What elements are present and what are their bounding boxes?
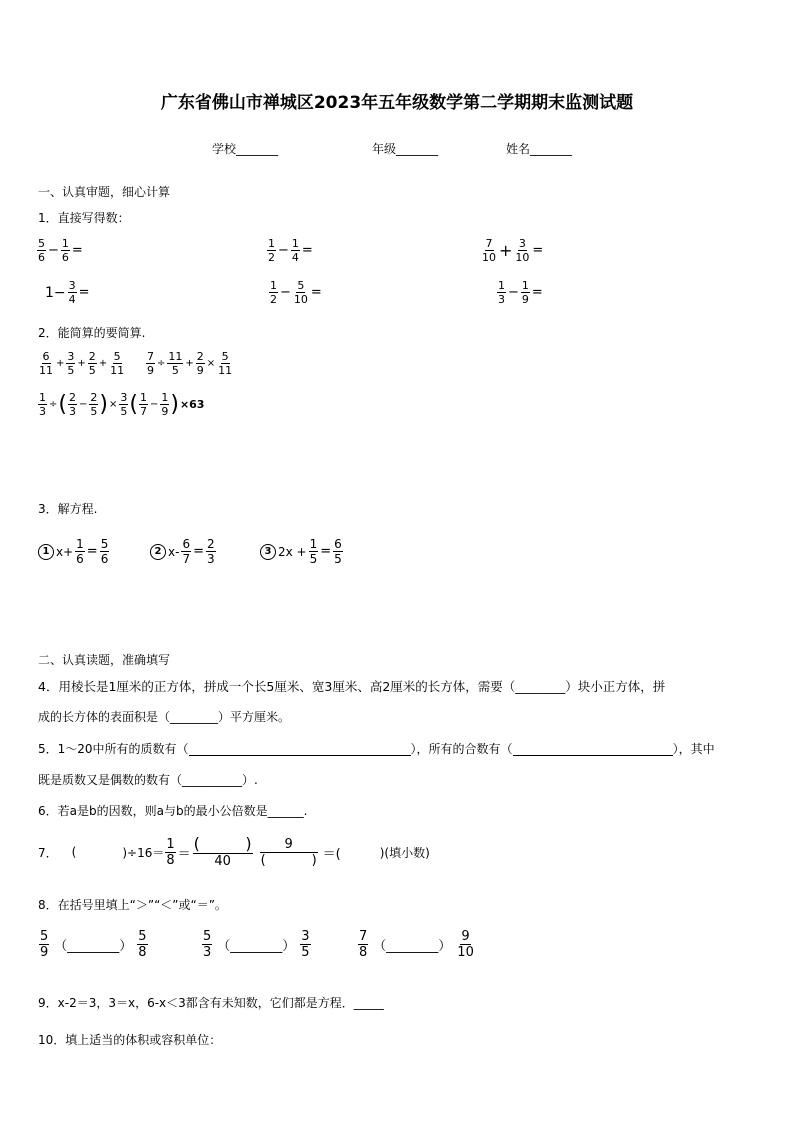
fraction-with-blank: ( ) 40 <box>193 834 252 869</box>
q3-eq-1: 1 x+ $\frac{1}{6}$ = $\frac{5}{6}$ <box>38 538 110 565</box>
answer-blank[interactable] <box>189 742 411 756</box>
q1-item-4: 1− $\frac{3}{4}$ = <box>45 279 90 306</box>
section-1-heading: 一、认真审题，细心计算 <box>38 185 171 199</box>
q2-expr-2: $\frac{7}{9}$ ÷ $\frac{11}{5}$ + $\frac{2}{9}$ × $\frac{5}{11}$ <box>147 350 233 377</box>
q6: 6．若a是b的因数，则a与b的最小公倍数是______. <box>38 804 308 818</box>
answer-blank[interactable]: （________） <box>217 939 296 954</box>
q1-item-5: $\frac{1}{2}$ − $\frac{5}{10}$ = <box>270 279 322 306</box>
section-2-heading: 二、认真读题，准确填写 <box>38 653 171 667</box>
q8-label: 8．在括号里填上“＞”“＜”或“＝”。 <box>38 898 227 912</box>
circled-number: 3 <box>260 544 276 560</box>
circled-number: 2 <box>150 544 166 560</box>
q3-eq-3: 3 2x + $\frac{1}{5}$ = $\frac{6}{5}$ <box>260 538 344 565</box>
q8-pair-2: $\frac{5}{3}$ （________） $\frac{3}{5}$ <box>203 929 310 960</box>
q1-label: 1．直接写得数： <box>38 211 130 225</box>
grade-field[interactable]: 年级_______ <box>372 142 439 156</box>
circled-number: 1 <box>38 544 54 560</box>
name-field[interactable]: 姓名_______ <box>506 142 573 156</box>
q2-expr-1: $\frac{6}{11}$ + $\frac{3}{5}$ + $\frac{2}{5}$ + $\frac{5}{11}$ <box>39 350 125 377</box>
q8-pair-1: $\frac{5}{9}$ （________） $\frac{5}{8}$ <box>40 929 147 960</box>
q3-label: 3．解方程. <box>38 502 98 516</box>
school-field[interactable]: 学校_______ <box>212 142 279 156</box>
q9: 9．x-2＝3，3＝x，6-x＜3都含有未知数，它们都是方程．_____ <box>38 996 384 1010</box>
q3-eq-2: 2 x- $\frac{6}{7}$ = $\frac{2}{3}$ <box>150 538 217 565</box>
q1-item-2: $\frac{1}{2}$ − $\frac{1}{4}$ = <box>268 237 313 264</box>
q2-expr-3: $\frac{1}{3}$ ÷ ( $\frac{2}{3}$ − $\frac{2}{5}$ ) × $\frac{3}{5}$ ( $\frac{1}{7}$ − $\frac{1}{9}$ ) ×63 <box>39 391 205 418</box>
answer-blank[interactable] <box>513 742 673 756</box>
q5-line-2: 既是质数又是偶数的数有（__________）. <box>38 773 258 787</box>
answer-blank[interactable]: （________） <box>373 939 452 954</box>
fraction-with-blank: 9 ( ) <box>260 836 317 868</box>
q4-line-1: 4．用棱长是1厘米的正方体，拼成一个长5厘米、宽3厘米、高2厘米的长方体，需要（________）块小正方体，拼 <box>38 679 666 694</box>
q5-line-1: 5．1～20中所有的质数有（ ），所有的合数有（ ），其中 <box>38 742 715 756</box>
q2-label: 2．能简算的要简算. <box>38 326 146 340</box>
q1-item-6: $\frac{1}{3}$ − $\frac{1}{9}$ = <box>498 279 543 306</box>
fraction: $\frac{1}{6}$ <box>61 237 69 264</box>
page-title: 广东省佛山市禅城区2023年五年级数学第二学期期末监测试题 <box>160 93 634 113</box>
fraction: $\frac{5}{6}$ <box>38 237 45 264</box>
q1-item-3: $\frac{7}{10}$ + $\frac{3}{10}$ = <box>482 237 544 264</box>
q4-line-2: 成的长方体的表面积是（________）平方厘米。 <box>38 710 291 724</box>
answer-blank[interactable]: （________） <box>54 939 133 954</box>
q10: 10．填上适当的体积或容积单位： <box>38 1033 222 1047</box>
q7: 7． ( )÷16＝ $\frac{1}{8}$ ＝ ( ) 40 9 ( ) ＝( )(填小数) <box>38 834 430 869</box>
q8-pair-3: $\frac{7}{8}$ （________） $\frac{9}{10}$ <box>359 929 474 960</box>
q1-item-1: $\frac{5}{6}$ − $\frac{1}{6}$ = <box>38 237 83 264</box>
